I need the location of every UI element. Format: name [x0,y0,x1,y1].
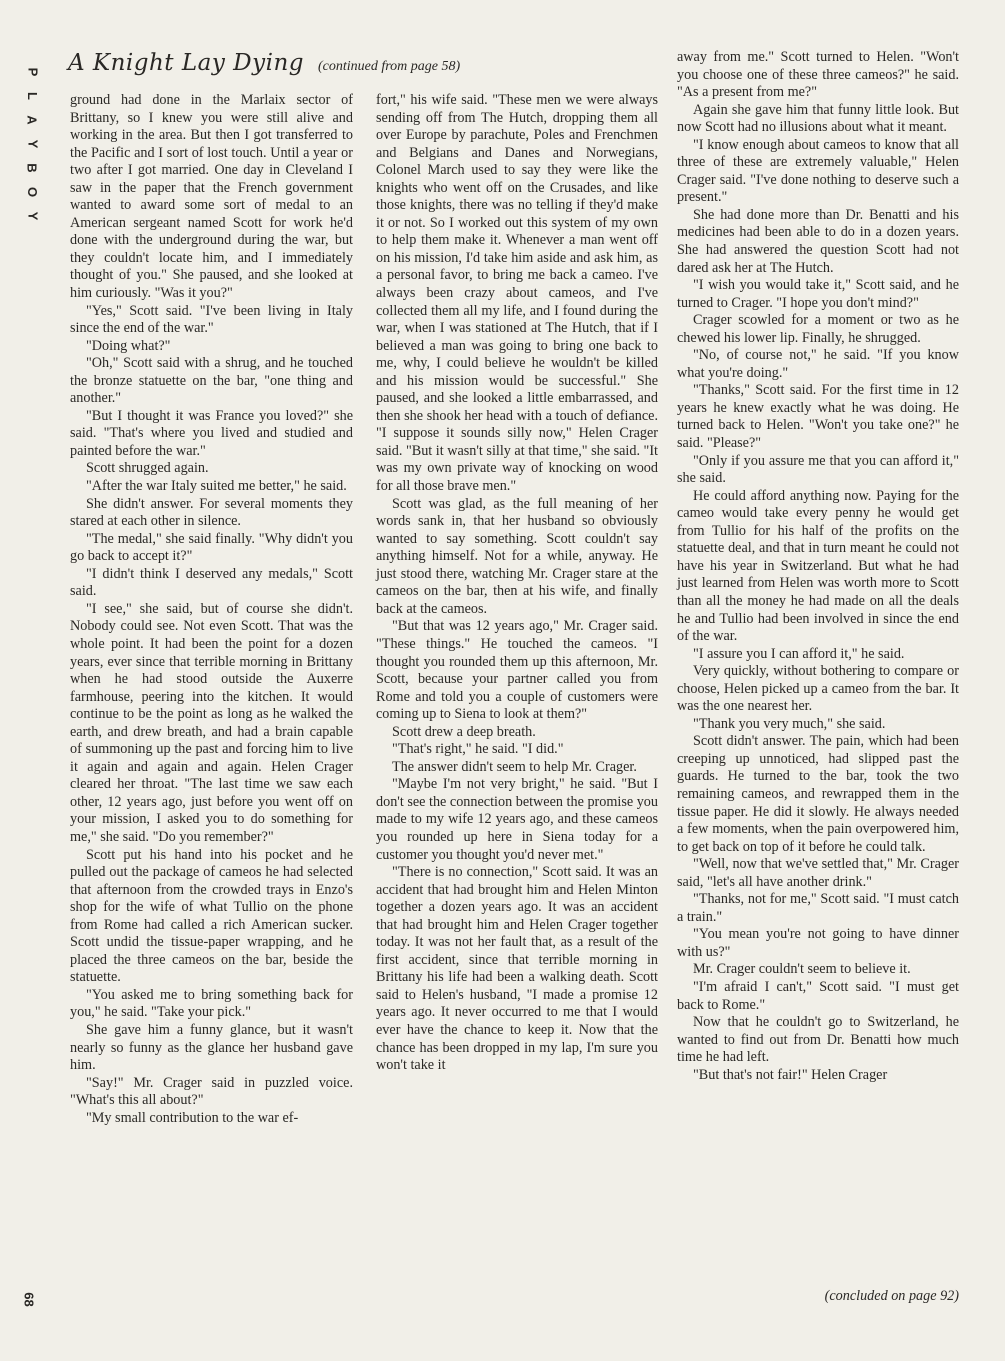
paragraph: Now that he couldn't go to Switzerland, he wanted to find out from Dr. Benatti how much time he had left. [677,1014,959,1066]
concluded-on-note: (concluded on page 92) [824,1288,959,1304]
paragraph: Very quickly, without bothering to compare or choose, Helen picked up a cameo from the bar. It was the one nearest her. [677,663,959,715]
paragraph: Scott didn't answer. The pain, which had been creeping up unnoticed, had slipped past the guards. He turned to the bar, took the two remaining cameos, and rewrapped them in the tissue paper. He did it slowly. He always needed a few moments, when the pain overpowered him, to get back on top of it before he could talk. [677,733,959,855]
paragraph: "I assure you I can afford it," he said. [693,645,905,662]
paragraph: Scott drew a deep breath. [392,723,536,740]
paragraph: "There is no connection," Scott said. It was an accident that had brought him and Helen Minton together a dozen years ago. It was an accident that had brought him and Helen Crager together today. It was not her fault that, as a result of the first accident, since that terrible morning in Brittany his life had been a walking death. Scott said to Helen's husband, "I made a promise 12 years ago. It never occurred to me that I would ever have the chance to keep it. Now that the chance has been dropped in my lap, I'm sure you won't take it [376,864,658,1074]
paragraph: Scott was glad, as the full meaning of her words sank in, that her husband so obviously wanted to say something. Scott couldn't say anything himself. Not for a while, anyway. He just stood there, watching Mr. Crager stare at the cameos on the bar, then at his wife, and finally back at the cameos. [376,495,658,617]
paragraph: "Thank you very much," she said. [693,715,886,732]
paragraph: "The medal," she said finally. "Why didn't you go back to accept it?" [70,530,353,565]
paragraph: "I wish you would take it," Scott said, and he turned to Crager. "I hope you don't mind?" [677,277,959,311]
paragraph: Again she gave him that funny little look. But now Scott had no illusions about what it meant. [677,101,959,136]
paragraph: She didn't answer. For several moments they stared at each other in silence. [70,495,353,530]
masthead-letter: L [24,92,40,100]
paragraph: ground had done in the Marlaix sector of Brittany, so I knew you were still alive and working in the area. But then I got transferred to the Pacific and I sort of lost touch. Until a year or two after I got married. One day in Cleveland I saw in the paper that the French government wanted to award some sort of medal to an American sergeant named Scott for work he'd done with the underground during the war, but they couldn't locate him, and I immediately thought of you." She paused, and she looked at him curiously. "Was it you?" [70,92,353,302]
paragraph: "But that's not fair!" Helen Crager [693,1066,888,1083]
paragraph: Scott put his hand into his pocket and he pulled out the package of cameos he had selected that afternoon from the crowded trays in Enzo's shop for the wife of what Tullio on the phone from Rome had called a rich American sucker. Scott undid the tissue-paper wrapping, and he placed the three cameos on the bar, beside the statuette. [70,846,353,986]
paragraph: The answer didn't seem to help Mr. Crager. [392,758,637,775]
text-column-1 [70,92,353,1127]
paragraph: Crager scowled for a moment or two as he chewed his lower lip. Finally, he shrugged. [677,312,959,346]
paragraph: away from me." Scott turned to Helen. "Won't you choose one of these three cameos?" he said. "As a present from me?" [677,49,959,101]
article-title-row [68,50,668,86]
playboy-masthead [20,60,44,228]
article-title: A Knight Lay Dying [68,50,304,76]
paragraph: "But I thought it was France you loved?" she said. "That's where you lived and studied and painted before the war." [70,407,353,459]
paragraph: "That's right," he said. "I did." [392,741,564,758]
text-column-2 [376,92,658,1075]
paragraph: "Thanks," Scott said. For the first time in 12 years he knew exactly what he was doing. He turned back to Helen. "Won't you take one?" he said. "Please?" [677,382,959,452]
paragraph: He could afford anything now. Paying for the cameo would take every penny he would get from Tullio for his half of the profits on the statuette deal, and that in turn meant he could not have his year in Switzerland. But what he had just learned from Helen was worth more to Scott than all the money he had made on all the deals he and Tullio had been involved in since the end of the war. [677,487,959,645]
paragraph: "I know enough about cameos to know that all three of these are extremely valuable," Helen Crager said. "I've done nothing to deserve such a present." [677,136,959,206]
paragraph: "I'm afraid I can't," Scott said. "I must get back to Rome." [677,978,959,1013]
paragraph: "Maybe I'm not very bright," he said. "But I don't see the connection between the promise you made to my wife 12 years ago, and these cameos you rounded up here in Siena today for a customer you thought you'd never met." [376,776,658,863]
paragraph: Mr. Crager couldn't seem to believe it. [693,961,911,978]
paragraph: "I see," she said, but of course she didn't. Nobody could see. Not even Scott. That was the whole point. It had been the point for a dozen years, ever since that terrible morning in Brittany when he had stood outside the Auxerre farmhouse, peering into the kitchen. It would continue to be the point as long as he walked the earth, and drew breath, and had a brain capable of summoning up the past and forcing him to live it again and again and again. Helen Crager cleared her throat. "The last time we saw each other, 12 years ago, just before you went off on your mission, I asked you to do something for me," she said. "Do you remember?" [70,600,353,845]
page-number: 68 [21,1292,37,1307]
paragraph: "Yes," Scott said. "I've been living in Italy since the end of the war." [70,302,353,337]
text-column-3 [677,49,959,1084]
paragraph: "Say!" Mr. Crager said in puzzled voice. "What's this all about?" [70,1074,353,1109]
masthead-letter: Y [24,211,40,221]
paragraph: "I didn't think I deserved any medals," Scott said. [70,565,353,600]
paragraph: "Well, now that we've settled that," Mr. Crager said, "let's all have another drink." [677,856,959,890]
masthead-letter: A [24,115,40,125]
paragraph: "After the war Italy suited me better," he said. [86,478,347,495]
paragraph: "Oh," Scott said with a shrug, and he touched the bronze statuette on the bar, "one thing and another." [70,355,353,407]
paragraph: Scott shrugged again. [86,460,209,477]
paragraph: She had done more than Dr. Benatti and his medicines had been able to do in a dozen years. She had answered the question Scott had not dared ask her at The Hutch. [677,206,959,276]
masthead-letter: B [24,163,40,173]
paragraph: "My small contribution to the war ef- [86,1109,299,1126]
paragraph: fort," his wife said. "These men we were always sending off from The Hutch, dropping them all over Europe by parachute, Poles and Frenchmen and Belgians and Danes and Norwegians, Colonel March used to say they were like the knights who went off on the Crusades, and like those knights, there was no telling if they'd make it or not. So I worked out this system of my own to help them make it. Whenever a man went off on his mission, I'd take him aside and ask him, as a personal favor, to bring me back a cameo. I've always been crazy about cameos, and I've collected them all my life, and I found during the war, when I was stationed at The Hutch, that if I believed a man was going to bring one back to me, why, I could believe he wouldn't be killed and his mission would be successful." She paused, and she looked a little embarrassed, and then she shook her head with a touch of defiance. "I suppose it sounds silly now," Helen Crager said. "But it wasn't silly at that time," she said. "It was my own private way of knocking on wood for all those brave men." [376,92,658,495]
paragraph: "You mean you're not going to have dinner with us?" [677,926,959,960]
paragraph: "Doing what?" [86,337,171,354]
masthead-letter: O [25,186,40,198]
masthead-letter: P [24,67,40,77]
paragraph: "But that was 12 years ago," Mr. Crager said. "These things." He touched the cameos. "I thought you rounded them up this afternoon, Mr. Scott, because your partner called you from Rome and told you a couple of customers were coming up to Siena to look at them?" [376,618,658,723]
paragraph: "Only if you assure me that you can afford it," she said. [677,452,959,487]
paragraph: "Thanks, not for me," Scott said. "I must catch a train." [677,891,959,925]
continued-from-note: (continued from page 58) [317,59,461,74]
paragraph: "No, of course not," he said. "If you know what you're doing." [677,347,959,381]
paragraph: She gave him a funny glance, but it wasn't nearly so funny as the glance her husband gave him. [70,1021,353,1074]
paragraph: "You asked me to bring something back for you," he said. "Take your pick." [70,986,353,1021]
masthead-letter: Y [24,139,40,149]
